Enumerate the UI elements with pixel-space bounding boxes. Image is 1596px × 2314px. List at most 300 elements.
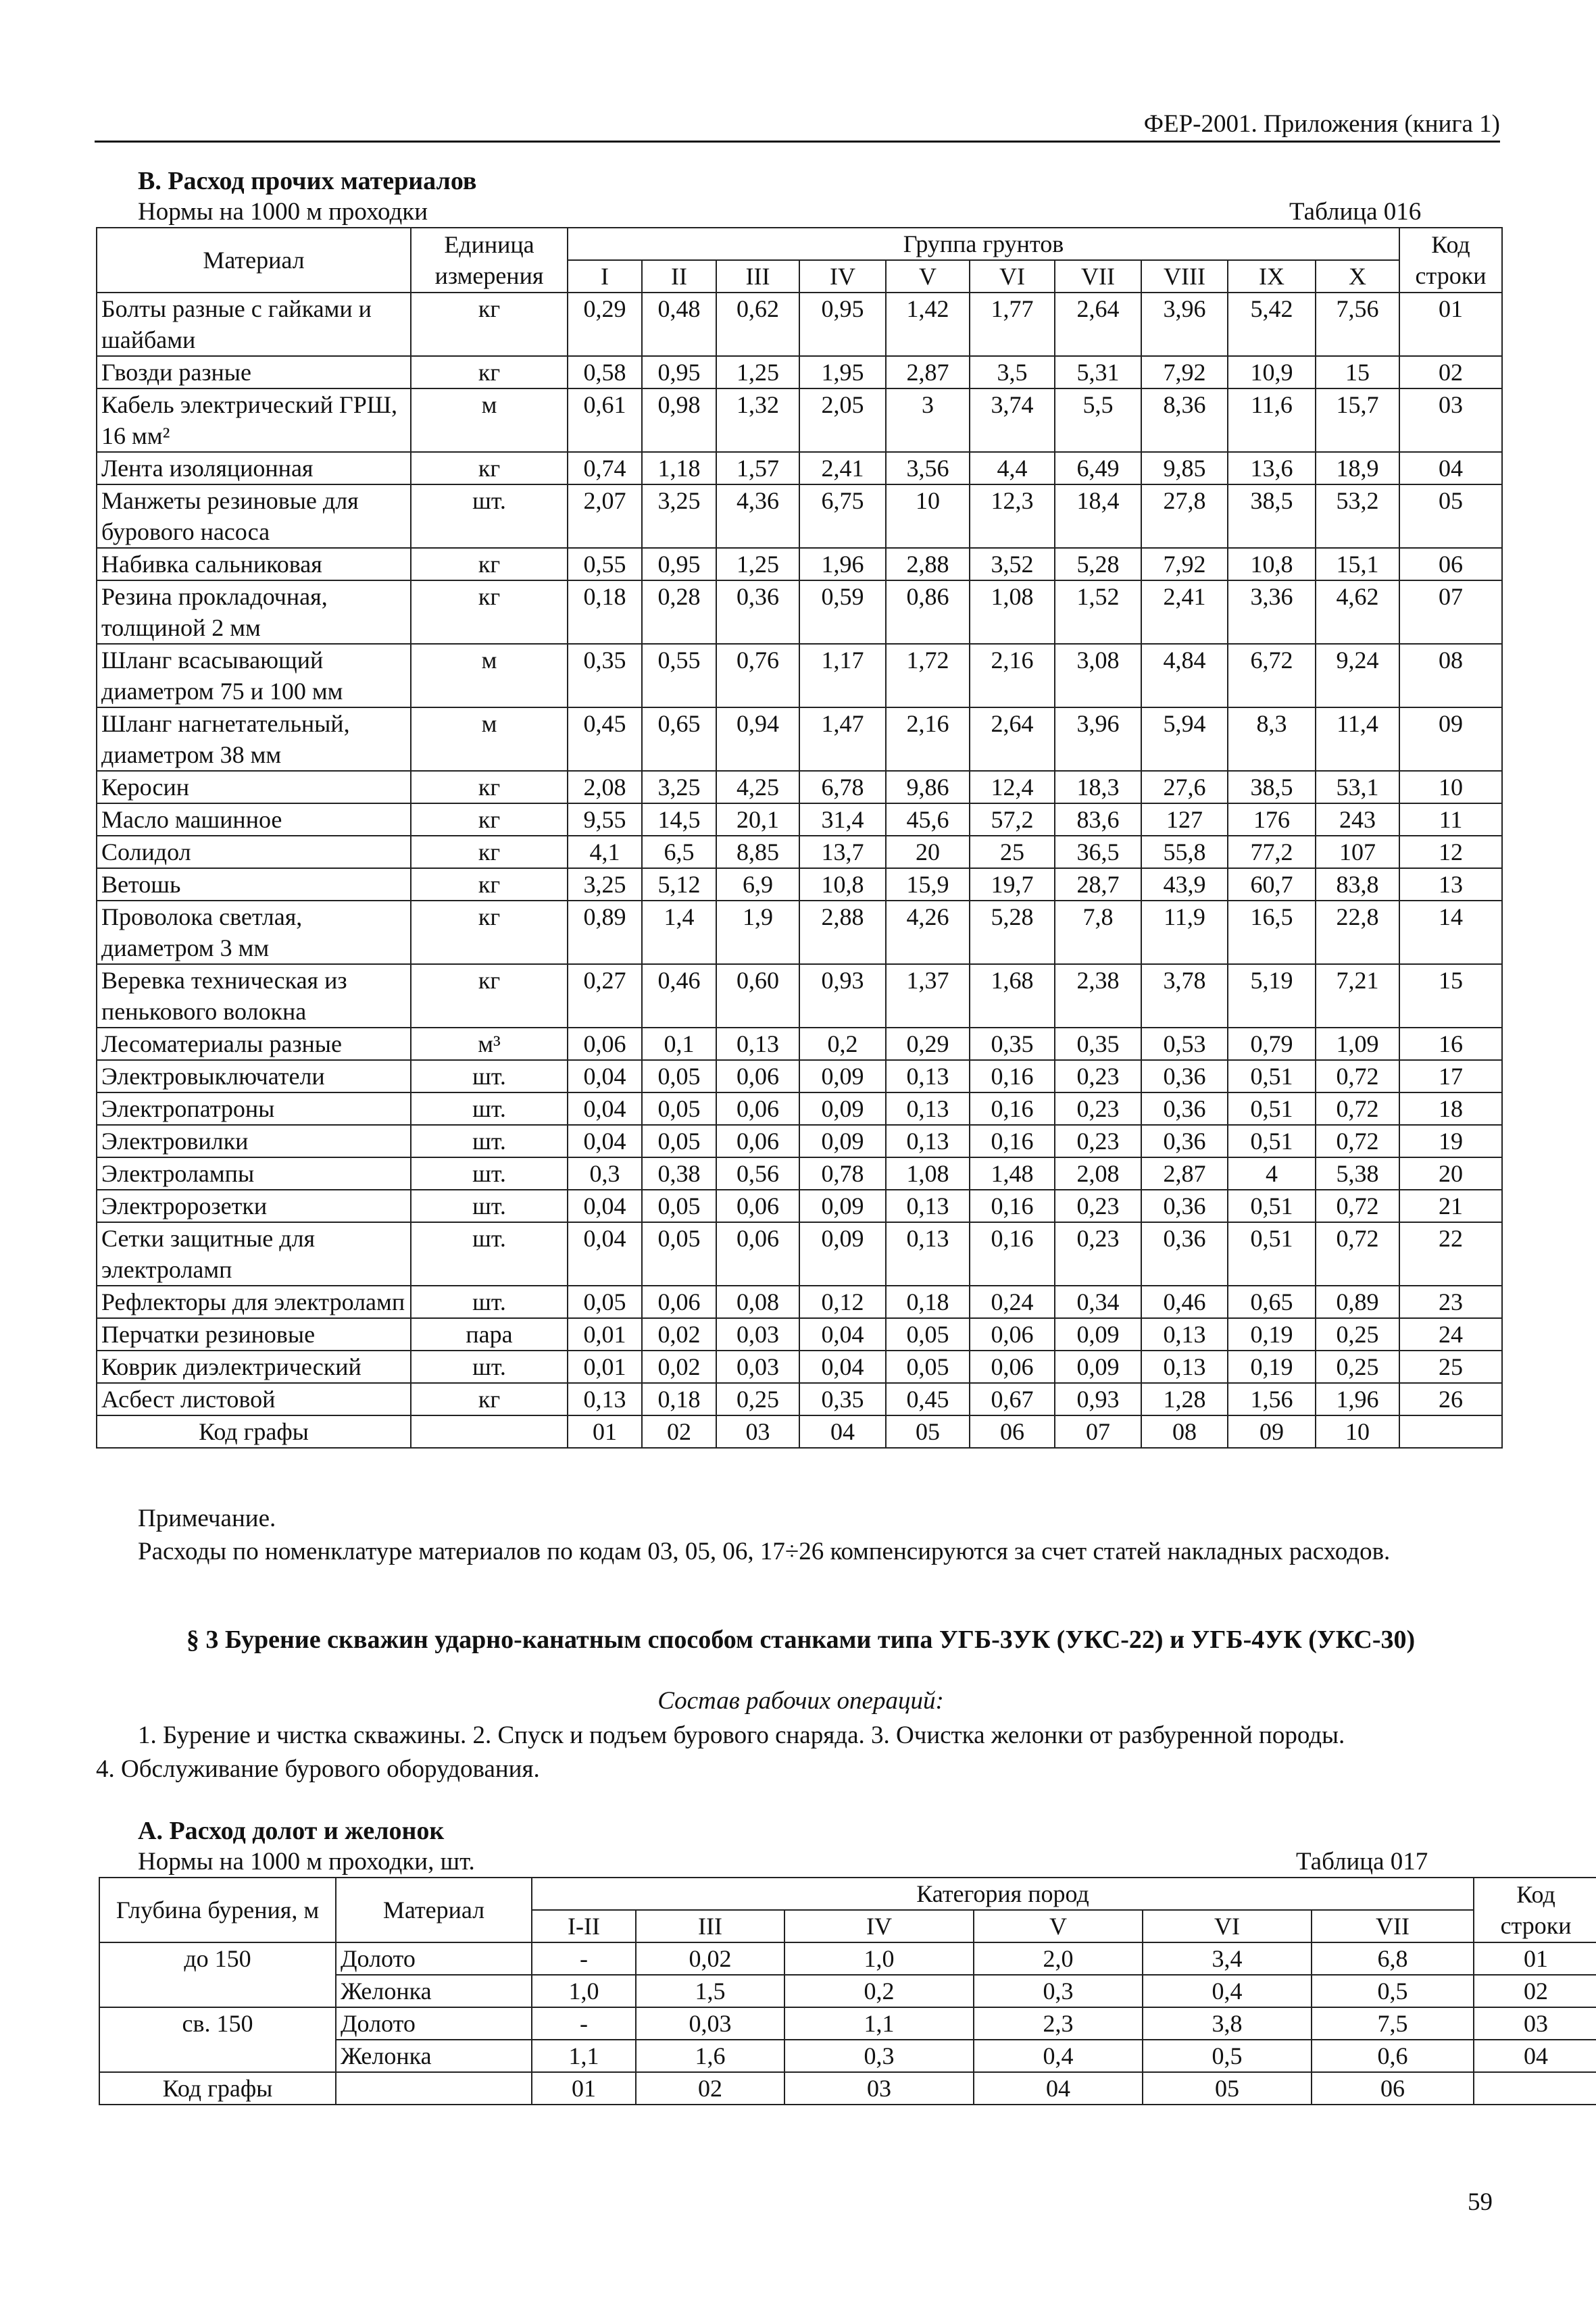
value-cell: 57,2 bbox=[970, 803, 1055, 836]
unit-cell: кг bbox=[411, 1383, 568, 1415]
value-cell: 0,25 bbox=[716, 1383, 799, 1415]
unit-cell: кг bbox=[411, 771, 568, 803]
unit-cell: м bbox=[411, 707, 568, 771]
unit-cell: шт. bbox=[411, 1092, 568, 1125]
value-cell: 0,4 bbox=[1143, 1975, 1312, 2007]
value-cell: 0,16 bbox=[970, 1060, 1055, 1092]
row-code-cell: 25 bbox=[1399, 1351, 1502, 1383]
unit-cell: м bbox=[411, 388, 568, 452]
unit-cell: шт. bbox=[411, 1286, 568, 1318]
value-cell: 0,89 bbox=[1316, 1286, 1399, 1318]
row-code-cell: 01 bbox=[1474, 1942, 1596, 1975]
value-cell: 0,72 bbox=[1316, 1190, 1399, 1222]
value-cell: 0,13 bbox=[886, 1125, 970, 1157]
value-cell: 0,72 bbox=[1316, 1092, 1399, 1125]
value-cell: 2,88 bbox=[886, 548, 970, 580]
material-cell: Электровыключатели bbox=[97, 1060, 411, 1092]
value-cell: 1,17 bbox=[799, 644, 886, 707]
value-cell: 9,85 bbox=[1141, 452, 1228, 484]
value-cell: 3,5 bbox=[970, 356, 1055, 388]
value-cell: 1,28 bbox=[1141, 1383, 1228, 1415]
category-column-header: IV bbox=[784, 1910, 974, 1942]
table-row bbox=[97, 771, 1502, 803]
material-cell: Рефлекторы для электроламп bbox=[97, 1286, 411, 1318]
value-cell: 4,1 bbox=[568, 836, 642, 868]
row-code-cell: 20 bbox=[1399, 1157, 1502, 1190]
value-cell: 0,98 bbox=[642, 388, 716, 452]
unit-cell: пара bbox=[411, 1318, 568, 1351]
value-cell: 12,4 bbox=[970, 771, 1055, 803]
value-cell: 0,72 bbox=[1316, 1222, 1399, 1286]
value-cell: 1,57 bbox=[716, 452, 799, 484]
value-cell: 0,62 bbox=[716, 293, 799, 356]
note-text: Расходы по номенклатуре материалов по кодам 03, 05, 06, 17÷26 компенсируются за счет статей накладных расходов. bbox=[138, 1538, 1391, 1565]
value-cell: 7,5 bbox=[1312, 2007, 1474, 2040]
table-016-body bbox=[97, 293, 1502, 1448]
value-cell: 0,35 bbox=[1055, 1028, 1141, 1060]
table-row bbox=[97, 1125, 1502, 1157]
value-cell: 13,6 bbox=[1228, 452, 1316, 484]
value-cell: 36,5 bbox=[1055, 836, 1141, 868]
category-column-header: VI bbox=[1143, 1910, 1312, 1942]
value-cell: 0,48 bbox=[642, 293, 716, 356]
value-cell: 0,76 bbox=[716, 644, 799, 707]
value-cell: 3,52 bbox=[970, 548, 1055, 580]
category-column-header: V bbox=[974, 1910, 1143, 1942]
table-row bbox=[99, 2007, 1596, 2040]
unit-cell: кг bbox=[411, 356, 568, 388]
value-cell: 18,4 bbox=[1055, 484, 1141, 548]
value-cell: 1,52 bbox=[1055, 580, 1141, 644]
row-code-cell: 03 bbox=[1399, 388, 1502, 452]
table-footer-row bbox=[97, 1415, 1502, 1448]
material-cell: Лесоматериалы разные bbox=[97, 1028, 411, 1060]
value-cell: 1,9 bbox=[716, 901, 799, 964]
unit-cell: шт. bbox=[411, 1125, 568, 1157]
table-017-body bbox=[99, 1942, 1596, 2105]
material-cell: Лента изоляционная bbox=[97, 452, 411, 484]
value-cell: 53,2 bbox=[1316, 484, 1399, 548]
value-cell: 0,95 bbox=[799, 293, 886, 356]
value-cell: 6,49 bbox=[1055, 452, 1141, 484]
column-code-cell: 06 bbox=[1312, 2072, 1474, 2105]
material-cell: Солидол bbox=[97, 836, 411, 868]
value-cell: 1,37 bbox=[886, 964, 970, 1028]
value-cell: 0,16 bbox=[970, 1125, 1055, 1157]
value-cell: 2,64 bbox=[970, 707, 1055, 771]
value-cell: 1,72 bbox=[886, 644, 970, 707]
section-a-norms: Нормы на 1000 м проходки, шт. bbox=[138, 1848, 475, 1876]
value-cell: 16,5 bbox=[1228, 901, 1316, 964]
value-cell: 8,3 bbox=[1228, 707, 1316, 771]
value-cell: 0,04 bbox=[568, 1190, 642, 1222]
column-code-cell: 08 bbox=[1141, 1415, 1228, 1448]
value-cell: 0,06 bbox=[716, 1190, 799, 1222]
value-cell: 38,5 bbox=[1228, 484, 1316, 548]
value-cell: 10,8 bbox=[1228, 548, 1316, 580]
value-cell: 4,25 bbox=[716, 771, 799, 803]
value-cell: 7,56 bbox=[1316, 293, 1399, 356]
group-column-header: III bbox=[716, 260, 799, 293]
table-row bbox=[97, 580, 1502, 644]
empty-cell bbox=[411, 1415, 568, 1448]
value-cell: 0,13 bbox=[1141, 1318, 1228, 1351]
value-cell: 6,9 bbox=[716, 868, 799, 901]
value-cell: 0,72 bbox=[1316, 1060, 1399, 1092]
value-cell: 0,53 bbox=[1141, 1028, 1228, 1060]
value-cell: 11,9 bbox=[1141, 901, 1228, 964]
value-cell: 0,3 bbox=[974, 1975, 1143, 2007]
value-cell: 0,23 bbox=[1055, 1060, 1141, 1092]
row-code-cell: 24 bbox=[1399, 1318, 1502, 1351]
value-cell: 0,12 bbox=[799, 1286, 886, 1318]
value-cell: 5,19 bbox=[1228, 964, 1316, 1028]
col-unit-header: Единица измерения bbox=[411, 228, 568, 293]
value-cell: 2,3 bbox=[974, 2007, 1143, 2040]
value-cell: 20 bbox=[886, 836, 970, 868]
group-column-header: X bbox=[1316, 260, 1399, 293]
value-cell: 0,93 bbox=[1055, 1383, 1141, 1415]
value-cell: 11,6 bbox=[1228, 388, 1316, 452]
value-cell: 5,94 bbox=[1141, 707, 1228, 771]
material-cell: Резина прокладочная, толщиной 2 мм bbox=[97, 580, 411, 644]
value-cell: 0,23 bbox=[1055, 1190, 1141, 1222]
material-cell: Шланг всасывающий диаметром 75 и 100 мм bbox=[97, 644, 411, 707]
group-column-header: V bbox=[886, 260, 970, 293]
column-code-cell: 04 bbox=[799, 1415, 886, 1448]
row-code-cell: 02 bbox=[1474, 1975, 1596, 2007]
value-cell: 5,42 bbox=[1228, 293, 1316, 356]
table-row bbox=[97, 356, 1502, 388]
empty-cell bbox=[1474, 2072, 1596, 2105]
value-cell: 0,65 bbox=[1228, 1286, 1316, 1318]
value-cell: 0,06 bbox=[970, 1351, 1055, 1383]
value-cell: 1,95 bbox=[799, 356, 886, 388]
value-cell: 0,38 bbox=[642, 1157, 716, 1190]
value-cell: 0,13 bbox=[568, 1383, 642, 1415]
group-column-header: VI bbox=[970, 260, 1055, 293]
value-cell: 1,4 bbox=[642, 901, 716, 964]
row-code-cell: 07 bbox=[1399, 580, 1502, 644]
column-code-cell: 05 bbox=[1143, 2072, 1312, 2105]
value-cell: 0,36 bbox=[1141, 1092, 1228, 1125]
table-row bbox=[97, 1351, 1502, 1383]
row-code-cell: 19 bbox=[1399, 1125, 1502, 1157]
value-cell: 3,74 bbox=[970, 388, 1055, 452]
column-code-cell: 09 bbox=[1228, 1415, 1316, 1448]
value-cell: 15,1 bbox=[1316, 548, 1399, 580]
value-cell: 0,95 bbox=[642, 548, 716, 580]
material-cell: Коврик диэлектрический bbox=[97, 1351, 411, 1383]
running-header: ФЕР-2001. Приложения (книга 1) bbox=[1143, 110, 1500, 138]
value-cell: 0,05 bbox=[642, 1092, 716, 1125]
table-row bbox=[97, 964, 1502, 1028]
value-cell: 0,04 bbox=[568, 1222, 642, 1286]
column-code-cell: 03 bbox=[716, 1415, 799, 1448]
value-cell: 0,29 bbox=[568, 293, 642, 356]
value-cell: 0,02 bbox=[642, 1351, 716, 1383]
material-cell: Желонка bbox=[336, 1975, 532, 2007]
table-row bbox=[97, 1190, 1502, 1222]
value-cell: 0,36 bbox=[716, 580, 799, 644]
value-cell: 1,42 bbox=[886, 293, 970, 356]
value-cell: 0,35 bbox=[568, 644, 642, 707]
table-row bbox=[97, 1286, 1502, 1318]
value-cell: - bbox=[532, 2007, 636, 2040]
column-code-cell: 01 bbox=[568, 1415, 642, 1448]
value-cell: 8,85 bbox=[716, 836, 799, 868]
col-material-header: Материал bbox=[97, 228, 411, 293]
value-cell: 14,5 bbox=[642, 803, 716, 836]
value-cell: 5,28 bbox=[970, 901, 1055, 964]
value-cell: 0,45 bbox=[886, 1383, 970, 1415]
value-cell: 0,51 bbox=[1228, 1222, 1316, 1286]
row-code-cell: 09 bbox=[1399, 707, 1502, 771]
depth-cell: до 150 bbox=[99, 1942, 336, 2007]
value-cell: 1,5 bbox=[636, 1975, 784, 2007]
table-017-number: Таблица 017 bbox=[1296, 1848, 1428, 1876]
empty-cell bbox=[1399, 1415, 1502, 1448]
value-cell: 0,16 bbox=[970, 1190, 1055, 1222]
value-cell: 0,05 bbox=[642, 1060, 716, 1092]
value-cell: 0,09 bbox=[799, 1222, 886, 1286]
col-group-header: Группа грунтов bbox=[568, 228, 1399, 260]
table-row bbox=[97, 1318, 1502, 1351]
value-cell: 83,8 bbox=[1316, 868, 1399, 901]
material-cell: Сетки защитные для электроламп bbox=[97, 1222, 411, 1286]
value-cell: 0,02 bbox=[642, 1318, 716, 1351]
value-cell: 43,9 bbox=[1141, 868, 1228, 901]
value-cell: 0,29 bbox=[886, 1028, 970, 1060]
group-column-header: VII bbox=[1055, 260, 1141, 293]
value-cell: 1,77 bbox=[970, 293, 1055, 356]
value-cell: 0,06 bbox=[716, 1092, 799, 1125]
column-code-cell: 01 bbox=[532, 2072, 636, 2105]
column-code-cell: 02 bbox=[636, 2072, 784, 2105]
value-cell: 4,84 bbox=[1141, 644, 1228, 707]
table-row bbox=[97, 1060, 1502, 1092]
column-code-cell: 07 bbox=[1055, 1415, 1141, 1448]
value-cell: 11,4 bbox=[1316, 707, 1399, 771]
value-cell: 0,04 bbox=[799, 1318, 886, 1351]
value-cell: 0,03 bbox=[636, 2007, 784, 2040]
value-cell: 2,41 bbox=[799, 452, 886, 484]
value-cell: 4 bbox=[1228, 1157, 1316, 1190]
row-code-cell: 01 bbox=[1399, 293, 1502, 356]
value-cell: 0,72 bbox=[1316, 1125, 1399, 1157]
value-cell: 0,1 bbox=[642, 1028, 716, 1060]
value-cell: 0,51 bbox=[1228, 1060, 1316, 1092]
value-cell: 0,3 bbox=[568, 1157, 642, 1190]
value-cell: 107 bbox=[1316, 836, 1399, 868]
value-cell: 2,08 bbox=[568, 771, 642, 803]
value-cell: 0,05 bbox=[642, 1125, 716, 1157]
value-cell: 3,96 bbox=[1141, 293, 1228, 356]
operations-line-2: 4. Обслуживание бурового оборудования. bbox=[96, 1755, 540, 1783]
material-cell: Долото bbox=[336, 2007, 532, 2040]
value-cell: 1,09 bbox=[1316, 1028, 1399, 1060]
value-cell: 0,74 bbox=[568, 452, 642, 484]
material-cell: Гвозди разные bbox=[97, 356, 411, 388]
value-cell: 0,46 bbox=[1141, 1286, 1228, 1318]
value-cell: 0,05 bbox=[568, 1286, 642, 1318]
row-code-cell: 05 bbox=[1399, 484, 1502, 548]
row-code-cell: 21 bbox=[1399, 1190, 1502, 1222]
value-cell: 0,05 bbox=[886, 1351, 970, 1383]
group-column-header: IV bbox=[799, 260, 886, 293]
value-cell: 2,07 bbox=[568, 484, 642, 548]
value-cell: 18,3 bbox=[1055, 771, 1141, 803]
value-cell: 0,05 bbox=[886, 1318, 970, 1351]
value-cell: 0,06 bbox=[970, 1318, 1055, 1351]
value-cell: 0,24 bbox=[970, 1286, 1055, 1318]
value-cell: 1,25 bbox=[716, 356, 799, 388]
value-cell: 0,93 bbox=[799, 964, 886, 1028]
page-number: 59 bbox=[1468, 2188, 1493, 2216]
value-cell: 0,05 bbox=[642, 1190, 716, 1222]
table-row bbox=[97, 452, 1502, 484]
value-cell: 10,8 bbox=[799, 868, 886, 901]
value-cell: 0,2 bbox=[799, 1028, 886, 1060]
value-cell: 4,26 bbox=[886, 901, 970, 964]
value-cell: 0,18 bbox=[886, 1286, 970, 1318]
value-cell: 18,9 bbox=[1316, 452, 1399, 484]
material-cell: Электророзетки bbox=[97, 1190, 411, 1222]
unit-cell: шт. bbox=[411, 1351, 568, 1383]
value-cell: 0,06 bbox=[716, 1125, 799, 1157]
material-cell: Веревка техническая из пенькового волокна bbox=[97, 964, 411, 1028]
value-cell: 10 bbox=[886, 484, 970, 548]
value-cell: 0,60 bbox=[716, 964, 799, 1028]
value-cell: 3,25 bbox=[642, 771, 716, 803]
value-cell: 0,16 bbox=[970, 1092, 1055, 1125]
value-cell: 1,48 bbox=[970, 1157, 1055, 1190]
value-cell: 0,35 bbox=[970, 1028, 1055, 1060]
column-code-label: Код графы bbox=[97, 1415, 411, 1448]
value-cell: 0,09 bbox=[1055, 1318, 1141, 1351]
value-cell: 2,16 bbox=[886, 707, 970, 771]
value-cell: 22,8 bbox=[1316, 901, 1399, 964]
value-cell: 3,25 bbox=[568, 868, 642, 901]
value-cell: 1,6 bbox=[636, 2040, 784, 2072]
value-cell: 5,28 bbox=[1055, 548, 1141, 580]
value-cell: 0,08 bbox=[716, 1286, 799, 1318]
value-cell: 2,88 bbox=[799, 901, 886, 964]
value-cell: 27,8 bbox=[1141, 484, 1228, 548]
value-cell: 3,08 bbox=[1055, 644, 1141, 707]
value-cell: 38,5 bbox=[1228, 771, 1316, 803]
unit-cell: шт. bbox=[411, 1222, 568, 1286]
value-cell: 6,72 bbox=[1228, 644, 1316, 707]
value-cell: 0,61 bbox=[568, 388, 642, 452]
value-cell: 3,8 bbox=[1143, 2007, 1312, 2040]
value-cell: 0,59 bbox=[799, 580, 886, 644]
table-row bbox=[97, 901, 1502, 964]
value-cell: 10,9 bbox=[1228, 356, 1316, 388]
value-cell: 0,5 bbox=[1143, 2040, 1312, 2072]
value-cell: 0,86 bbox=[886, 580, 970, 644]
value-cell: 0,04 bbox=[799, 1351, 886, 1383]
value-cell: 0,06 bbox=[716, 1060, 799, 1092]
value-cell: 0,04 bbox=[568, 1060, 642, 1092]
value-cell: 0,36 bbox=[1141, 1190, 1228, 1222]
table-row bbox=[97, 388, 1502, 452]
value-cell: 0,04 bbox=[568, 1092, 642, 1125]
value-cell: 12,3 bbox=[970, 484, 1055, 548]
material-cell: Ветошь bbox=[97, 868, 411, 901]
value-cell: 3,78 bbox=[1141, 964, 1228, 1028]
table-row bbox=[97, 707, 1502, 771]
value-cell: 0,13 bbox=[886, 1060, 970, 1092]
table-row bbox=[97, 803, 1502, 836]
column-code-cell: 03 bbox=[784, 2072, 974, 2105]
table-row bbox=[97, 644, 1502, 707]
unit-cell: шт. bbox=[411, 484, 568, 548]
col-depth-header: Глубина бурения, м bbox=[99, 1878, 336, 1942]
table-row bbox=[97, 484, 1502, 548]
row-code-cell: 06 bbox=[1399, 548, 1502, 580]
group-column-header: II bbox=[642, 260, 716, 293]
value-cell: 0,19 bbox=[1228, 1351, 1316, 1383]
group-column-header: IX bbox=[1228, 260, 1316, 293]
note-label: Примечание. bbox=[138, 1505, 276, 1532]
row-code-cell: 04 bbox=[1474, 2040, 1596, 2072]
row-code-cell: 22 bbox=[1399, 1222, 1502, 1286]
column-code-cell: 05 bbox=[886, 1415, 970, 1448]
group-column-header: I bbox=[568, 260, 642, 293]
material-cell: Долото bbox=[336, 1942, 532, 1975]
value-cell: 0,25 bbox=[1316, 1318, 1399, 1351]
row-code-cell: 04 bbox=[1399, 452, 1502, 484]
col-code-header-017: Код строки bbox=[1474, 1878, 1596, 1942]
value-cell: 1,47 bbox=[799, 707, 886, 771]
value-cell: 0,09 bbox=[799, 1125, 886, 1157]
value-cell: 6,5 bbox=[642, 836, 716, 868]
value-cell: 0,19 bbox=[1228, 1318, 1316, 1351]
value-cell: 28,7 bbox=[1055, 868, 1141, 901]
value-cell: 1,0 bbox=[532, 1975, 636, 2007]
value-cell: 2,64 bbox=[1055, 293, 1141, 356]
value-cell: 25 bbox=[970, 836, 1055, 868]
value-cell: 243 bbox=[1316, 803, 1399, 836]
value-cell: 3,56 bbox=[886, 452, 970, 484]
row-code-cell: 11 bbox=[1399, 803, 1502, 836]
value-cell: 6,75 bbox=[799, 484, 886, 548]
column-code-cell: 02 bbox=[642, 1415, 716, 1448]
value-cell: 2,0 bbox=[974, 1942, 1143, 1975]
value-cell: 1,96 bbox=[1316, 1383, 1399, 1415]
value-cell: 0,36 bbox=[1141, 1222, 1228, 1286]
table-row bbox=[97, 548, 1502, 580]
value-cell: 0,67 bbox=[970, 1383, 1055, 1415]
table-row bbox=[97, 293, 1502, 356]
value-cell: 9,55 bbox=[568, 803, 642, 836]
value-cell: 0,3 bbox=[784, 2040, 974, 2072]
value-cell: 1,56 bbox=[1228, 1383, 1316, 1415]
value-cell: 0,03 bbox=[716, 1318, 799, 1351]
value-cell: 0,13 bbox=[886, 1092, 970, 1125]
value-cell: 20,1 bbox=[716, 803, 799, 836]
value-cell: 6,78 bbox=[799, 771, 886, 803]
value-cell: 0,13 bbox=[886, 1222, 970, 1286]
value-cell: 0,06 bbox=[716, 1222, 799, 1286]
value-cell: 60,7 bbox=[1228, 868, 1316, 901]
value-cell: 0,13 bbox=[1141, 1351, 1228, 1383]
value-cell: 0,09 bbox=[799, 1060, 886, 1092]
table-row bbox=[97, 1028, 1502, 1060]
row-code-cell: 17 bbox=[1399, 1060, 1502, 1092]
value-cell: 45,6 bbox=[886, 803, 970, 836]
